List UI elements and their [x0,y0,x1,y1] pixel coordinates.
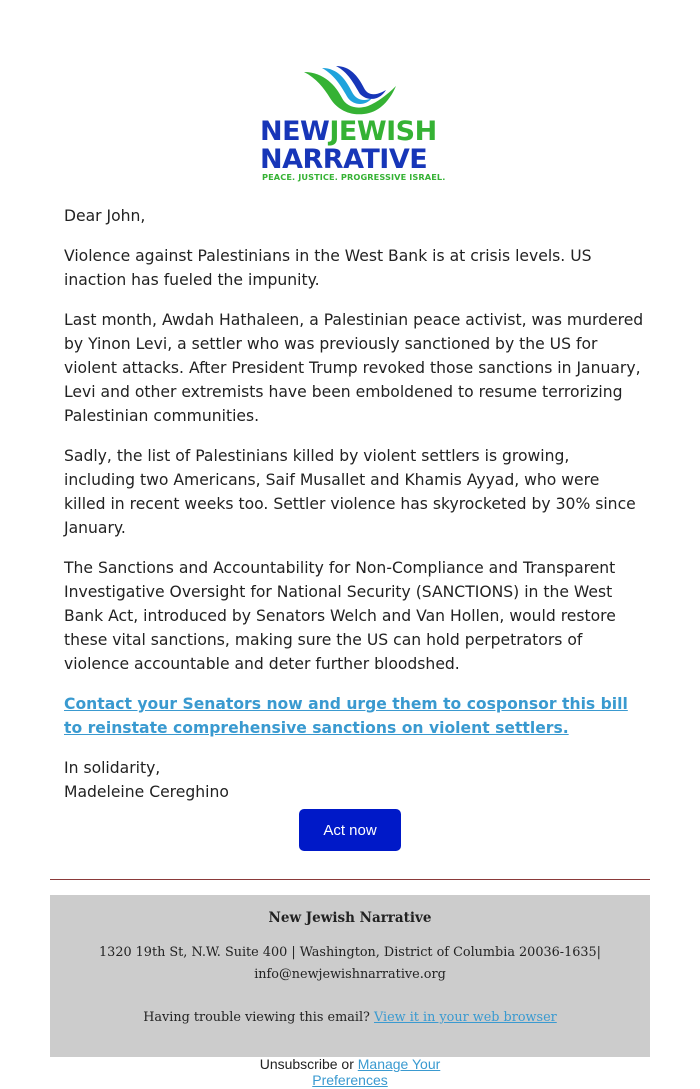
logo-word-jewish: JEWISH [329,116,437,147]
paragraph-4: The Sanctions and Accountability for Non-Compliance and Transparent Investigative Oversight for National Security (SANCTIONS) in the West Bank Act, introduced by Senators Welch and Van Hollen, would restore these vital sanctions, making sure the US can hold perpetrators of violence accountable and deter further bloodshed. [64,559,616,673]
manage-preferences-line-1: Manage Your [357,1056,441,1072]
logo-word-new: NEW [260,116,330,147]
closing: In solidarity, [64,759,161,777]
logo-line-1 [260,118,437,146]
footer-address: 1320 19th St, N.W. Suite 400 | Washington, District of Columbia 20036-1635| [99,945,601,960]
footer [50,895,650,1057]
paragraph-2: Last month, Awdah Hathaleen, a Palestinian peace activist, was murdered by Yinon Levi, a settler who was previously sanctioned by the US for violent attacks. After President Trump revoked those sanctions in January, Levi and other extremists have been emboldened to resume terrorizing Palestinian communities. [64,311,644,425]
contact-senators-link[interactable]: Contact your Senators now and urge them to cosponsor this bill to reinstate comprehensive sanctions on violent settlers. [64,695,628,737]
email-body [64,204,644,804]
divider [50,879,650,880]
sign-off [64,756,644,804]
footer-address-block [90,942,610,986]
unsubscribe-text: Unsubscribe or [259,1056,354,1072]
dove-icon [302,66,398,116]
logo[interactable] [258,64,446,184]
paragraph-1: Violence against Palestinians in the West Bank is at crisis levels. US inaction has fueled the impunity. [64,247,592,289]
logo-tagline: PEACE. JUSTICE. PROGRESSIVE ISRAEL. [262,172,446,182]
footer-trouble-line [50,1010,650,1025]
manage-preferences-line-2: Preferences [312,1072,388,1088]
view-in-browser-link[interactable]: View it in your web browser [373,1010,557,1025]
logo-word-narrative: NARRATIVE [260,144,428,175]
unsubscribe-block [0,1056,700,1088]
footer-email: info@newjewishnarrative.org [254,967,446,982]
greeting: Dear John, [64,207,146,225]
signature: Madeleine Cereghino [64,783,229,801]
paragraph-3: Sadly, the list of Palestinians killed by violent settlers is growing, including two Americans, Saif Musallet and Khamis Ayyad, who were killed in recent weeks too. Settler violence has skyrocketed by 30% since January. [64,447,636,537]
trouble-text: Having trouble viewing this email? [143,1010,370,1025]
footer-org-name: New Jewish Narrative [268,910,432,926]
cta-paragraph [64,692,644,740]
act-now-button[interactable]: Act now [299,809,401,851]
